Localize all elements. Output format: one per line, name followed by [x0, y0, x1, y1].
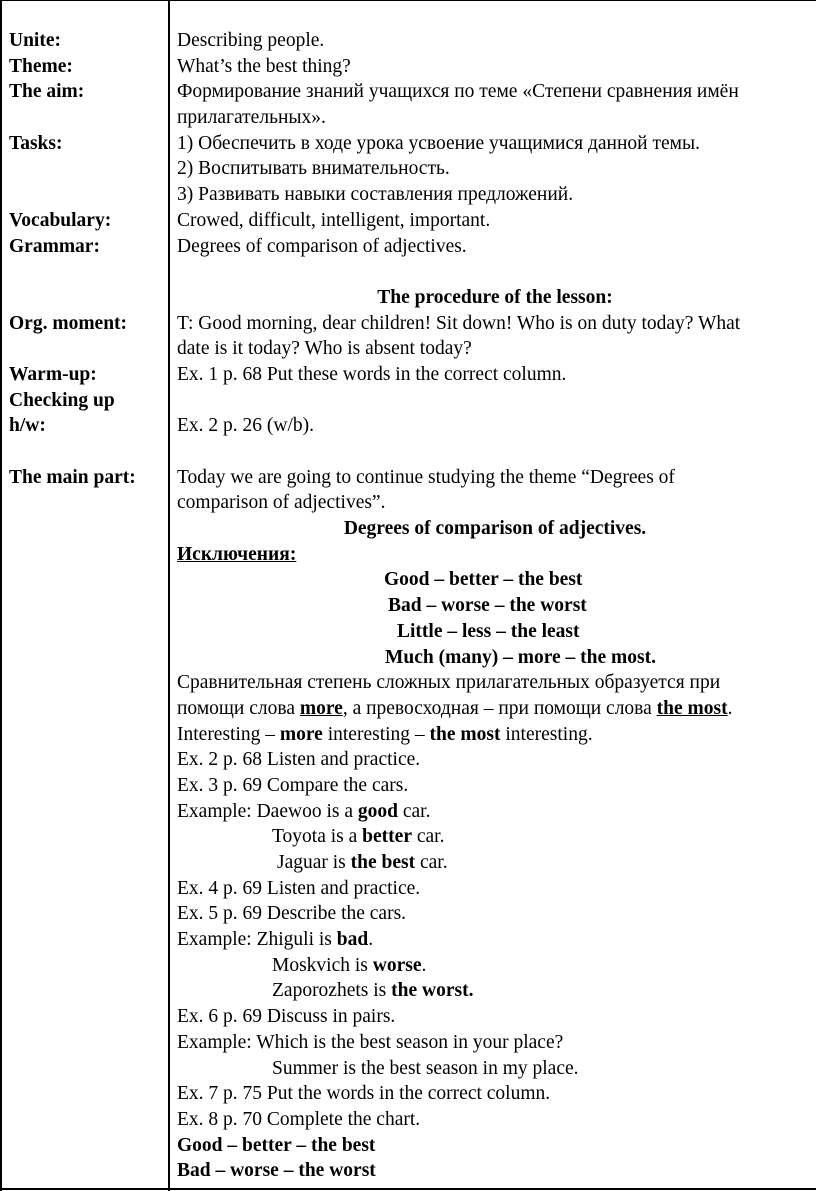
- ex3-example-a: Example: Daewoo is a: [177, 800, 358, 822]
- label-tasks: Tasks:: [9, 132, 63, 154]
- ex4-text: Ex. 4 p. 69 Listen and practice.: [177, 877, 421, 899]
- label-main-part: The main part:: [9, 466, 136, 488]
- ex5-zaporozhets: [177, 978, 813, 1004]
- aim-text-2: прилагательных».: [177, 107, 326, 129]
- unite-text: Describing people.: [177, 30, 325, 51]
- exception-little: Little – less – the least: [397, 620, 580, 642]
- label-unite: Unite:: [9, 30, 61, 51]
- ex3-jaguar-a: Jaguar is: [277, 852, 351, 873]
- ex2-text: Ex. 2 p. 68 Listen and practice.: [177, 749, 421, 771]
- label-grammar: Grammar:: [9, 235, 100, 257]
- org-moment-text-2: date is it today? Who is absent today?: [177, 338, 472, 360]
- label-checking-1: Checking up: [9, 389, 115, 411]
- label-theme: Theme:: [9, 55, 73, 77]
- chart-line-bad: Bad – worse – the worst: [177, 1160, 376, 1182]
- warmup-text: Ex. 1 p. 68 Put these words in the correct column.: [177, 363, 567, 385]
- ex3-toyota: [177, 824, 813, 850]
- task-3: 3) Развивать навыки составления предложений.: [177, 184, 574, 206]
- rule-text-2-end: .: [727, 697, 733, 719]
- ex3-example-good: good: [357, 800, 398, 822]
- theme-text: What’s the best thing?: [177, 55, 351, 77]
- main-part-text-2: comparison of adjectives”.: [177, 492, 386, 514]
- degrees-title: Degrees of comparison of adjectives.: [343, 518, 647, 540]
- interesting-most: the most: [429, 723, 501, 745]
- interesting-1: Interesting –: [177, 723, 280, 745]
- aim-text-1: Формирование знаний учащихся по теме «Степени сравнения имён: [177, 81, 739, 103]
- interesting-line: [177, 722, 813, 748]
- ex6-answer: Summer is the best season in my place.: [272, 1057, 579, 1079]
- rule-text-1: Сравнительная степень сложных прилагательных образуется при: [177, 672, 721, 694]
- ex5-moskvich: [177, 953, 813, 979]
- ex5-example-a: Example: Zhiguli is: [177, 929, 337, 951]
- interesting-3: interesting.: [500, 723, 593, 745]
- exception-bad: Bad – worse – the worst: [388, 595, 587, 617]
- procedure-title: The procedure of the lesson:: [377, 286, 613, 308]
- rule-word-the-most: the most: [656, 697, 728, 719]
- ex3-example: [177, 799, 813, 825]
- ex3-jaguar-best: the best: [350, 852, 416, 873]
- label-warmup: Warm-up:: [9, 363, 97, 385]
- ex7-text: Ex. 7 p. 75 Put the words in the correct column.: [177, 1083, 551, 1105]
- table-column-divider: [168, 0, 170, 1191]
- table-bottom-border: [0, 1188, 816, 1190]
- ex5-text: Ex. 5 p. 69 Describe the cars.: [177, 903, 407, 925]
- exception-much: Much (many) – more – the most.: [385, 646, 656, 668]
- ex3-toyota-better: better: [362, 826, 412, 848]
- ex3-toyota-b: car.: [411, 826, 445, 848]
- label-vocabulary: Vocabulary:: [9, 209, 112, 231]
- checking-text: Ex. 2 p. 26 (w/b).: [177, 415, 315, 437]
- label-org-moment: Org. moment:: [9, 312, 128, 334]
- ex5-zaporozhets-worst: the worst.: [391, 980, 474, 1002]
- ex5-moskvich-b: .: [421, 954, 427, 976]
- content-column: [177, 28, 813, 1184]
- exceptions-title: Исключения:: [177, 543, 297, 565]
- ex5-zaporozhets-a: Zaporozhets is: [272, 980, 392, 1002]
- exception-good: Good – better – the best: [384, 569, 583, 591]
- rule-word-more: more: [299, 697, 343, 719]
- ex5-example-b: .: [368, 929, 374, 951]
- ex5-example: [177, 927, 813, 953]
- ex5-moskvich-worse: worse: [372, 954, 422, 976]
- ex6-text: Ex. 6 p. 69 Discuss in pairs.: [177, 1006, 396, 1028]
- ex3-toyota-a: Toyota is a: [272, 826, 363, 848]
- grammar-text: Degrees of comparison of adjectives.: [177, 235, 467, 257]
- ex3-text: Ex. 3 p. 69 Compare the cars.: [177, 774, 409, 796]
- ex3-jaguar-b: car.: [415, 852, 448, 873]
- vocabulary-text: Crowed, difficult, intelligent, important.: [177, 209, 491, 231]
- table-left-border: [0, 0, 2, 1191]
- rule-text-2b: , а превосходная – при помощи слова: [342, 697, 657, 719]
- org-moment-text-1: T: Good morning, dear children! Sit down! Who is on duty today? What: [177, 312, 741, 334]
- rule-text-2a: помощи слова: [177, 697, 300, 719]
- label-column: [9, 28, 164, 490]
- label-checking-2: h/w:: [9, 415, 46, 437]
- ex8-text: Ex. 8 p. 70 Complete the chart.: [177, 1108, 421, 1130]
- ex5-moskvich-a: Moskvich is: [272, 954, 373, 976]
- table-top-border: [0, 0, 816, 1]
- rule-text-2: [177, 696, 813, 722]
- interesting-2: interesting –: [322, 723, 430, 745]
- task-1: 1) Обеспечить в ходе урока усвоение учащимися данной темы.: [177, 132, 700, 154]
- main-part-text-1: Today we are going to continue studying the theme “Degrees of: [177, 466, 675, 488]
- ex6-example: Example: Which is the best season in your place?: [177, 1031, 564, 1053]
- interesting-more: more: [279, 723, 323, 745]
- ex3-jaguar: [177, 850, 813, 876]
- task-2: 2) Воспитывать внимательность.: [177, 158, 450, 180]
- chart-line-good: Good – better – the best: [177, 1134, 376, 1156]
- ex3-example-b: car.: [397, 800, 431, 822]
- label-aim: The aim:: [9, 81, 85, 103]
- ex5-example-bad: bad: [336, 929, 369, 951]
